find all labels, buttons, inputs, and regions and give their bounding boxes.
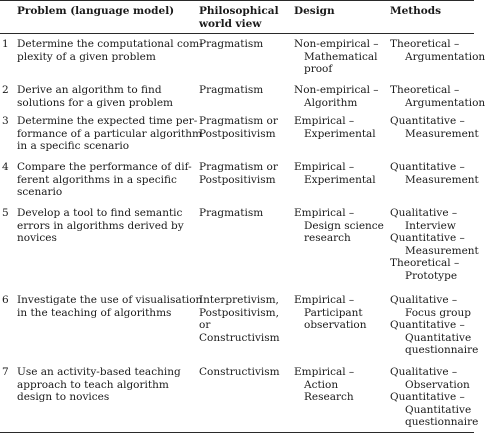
cell-philosophy: Pragmatism — [199, 84, 264, 96]
cell-philosophy: Pragmatism or Postpositivism — [199, 115, 278, 140]
bottom-rule — [0, 432, 474, 433]
cell-methods: Qualitative – Focus group Quantitative – Quantitative questionnaire — [390, 294, 479, 357]
cell-philosophy: Pragmatism — [199, 207, 264, 219]
row-number: 7 — [2, 366, 9, 378]
cell-methods: Quantitative – Measurement — [390, 161, 479, 186]
cell-methods: Quantitative – Measurement — [390, 115, 479, 140]
cell-problem: Use an activity-based teaching approach to teach algorithm design to novices — [17, 366, 181, 404]
header-design: Design — [294, 5, 335, 17]
cell-design: Empirical – Experimental — [294, 115, 376, 140]
cell-methods: Qualitative – Observation Quantitative – Quantitative questionnaire — [390, 366, 479, 429]
header-methods: Methods — [390, 5, 442, 17]
cell-problem: Compare the performance of dif- ferent algorithms in a specific scenario — [17, 161, 192, 199]
row-number: 5 — [2, 207, 9, 219]
cell-design: Empirical – Experimental — [294, 161, 376, 186]
cell-design: Non-empirical – Algorithm — [294, 84, 379, 109]
row-number: 6 — [2, 294, 9, 306]
cell-problem: Determine the computational com- plexity of a given problem — [17, 38, 203, 63]
cell-philosophy: Constructivism — [199, 366, 280, 378]
top-rule — [0, 0, 474, 1]
cell-methods: Theoretical – Argumentation — [390, 38, 485, 63]
cell-philosophy: Interpretivism, Postpositivism, or Constructivism — [199, 294, 280, 344]
cell-design: Empirical – Participant observation — [294, 294, 367, 332]
cell-philosophy: Pragmatism or Postpositivism — [199, 161, 278, 186]
cell-problem: Determine the expected time per- formance of a particular algorithm in a specific scenario — [17, 115, 202, 153]
header-philosophical-line: world view — [199, 17, 262, 30]
cell-problem: Derive an algorithm to find solutions for a given problem — [17, 84, 174, 109]
header-problem: Problem (language model) — [17, 5, 175, 17]
cell-design: Empirical – Design science research — [294, 207, 384, 245]
cell-methods: Theoretical – Argumentation — [390, 84, 485, 109]
row-number: 2 — [2, 84, 9, 96]
row-number: 1 — [2, 38, 9, 50]
row-number: 4 — [2, 161, 9, 173]
cell-philosophy: Pragmatism — [199, 38, 264, 50]
cell-design: Empirical – Action Research — [294, 366, 355, 404]
header-philosophical-line: Philosophical — [199, 5, 279, 17]
row-number: 3 — [2, 115, 9, 127]
header-rule — [0, 33, 474, 34]
header-philosophical — [199, 5, 279, 30]
cell-design: Non-empirical – Mathematical proof — [294, 38, 379, 76]
cell-problem: Investigate the use of visualisation in the teaching of algorithms — [17, 294, 203, 319]
cell-methods: Qualitative – Interview Quantitative – Measurement Theoretical – Prototype — [390, 207, 479, 282]
cell-problem: Develop a tool to find semantic errors in algorithms derived by novices — [17, 207, 184, 245]
